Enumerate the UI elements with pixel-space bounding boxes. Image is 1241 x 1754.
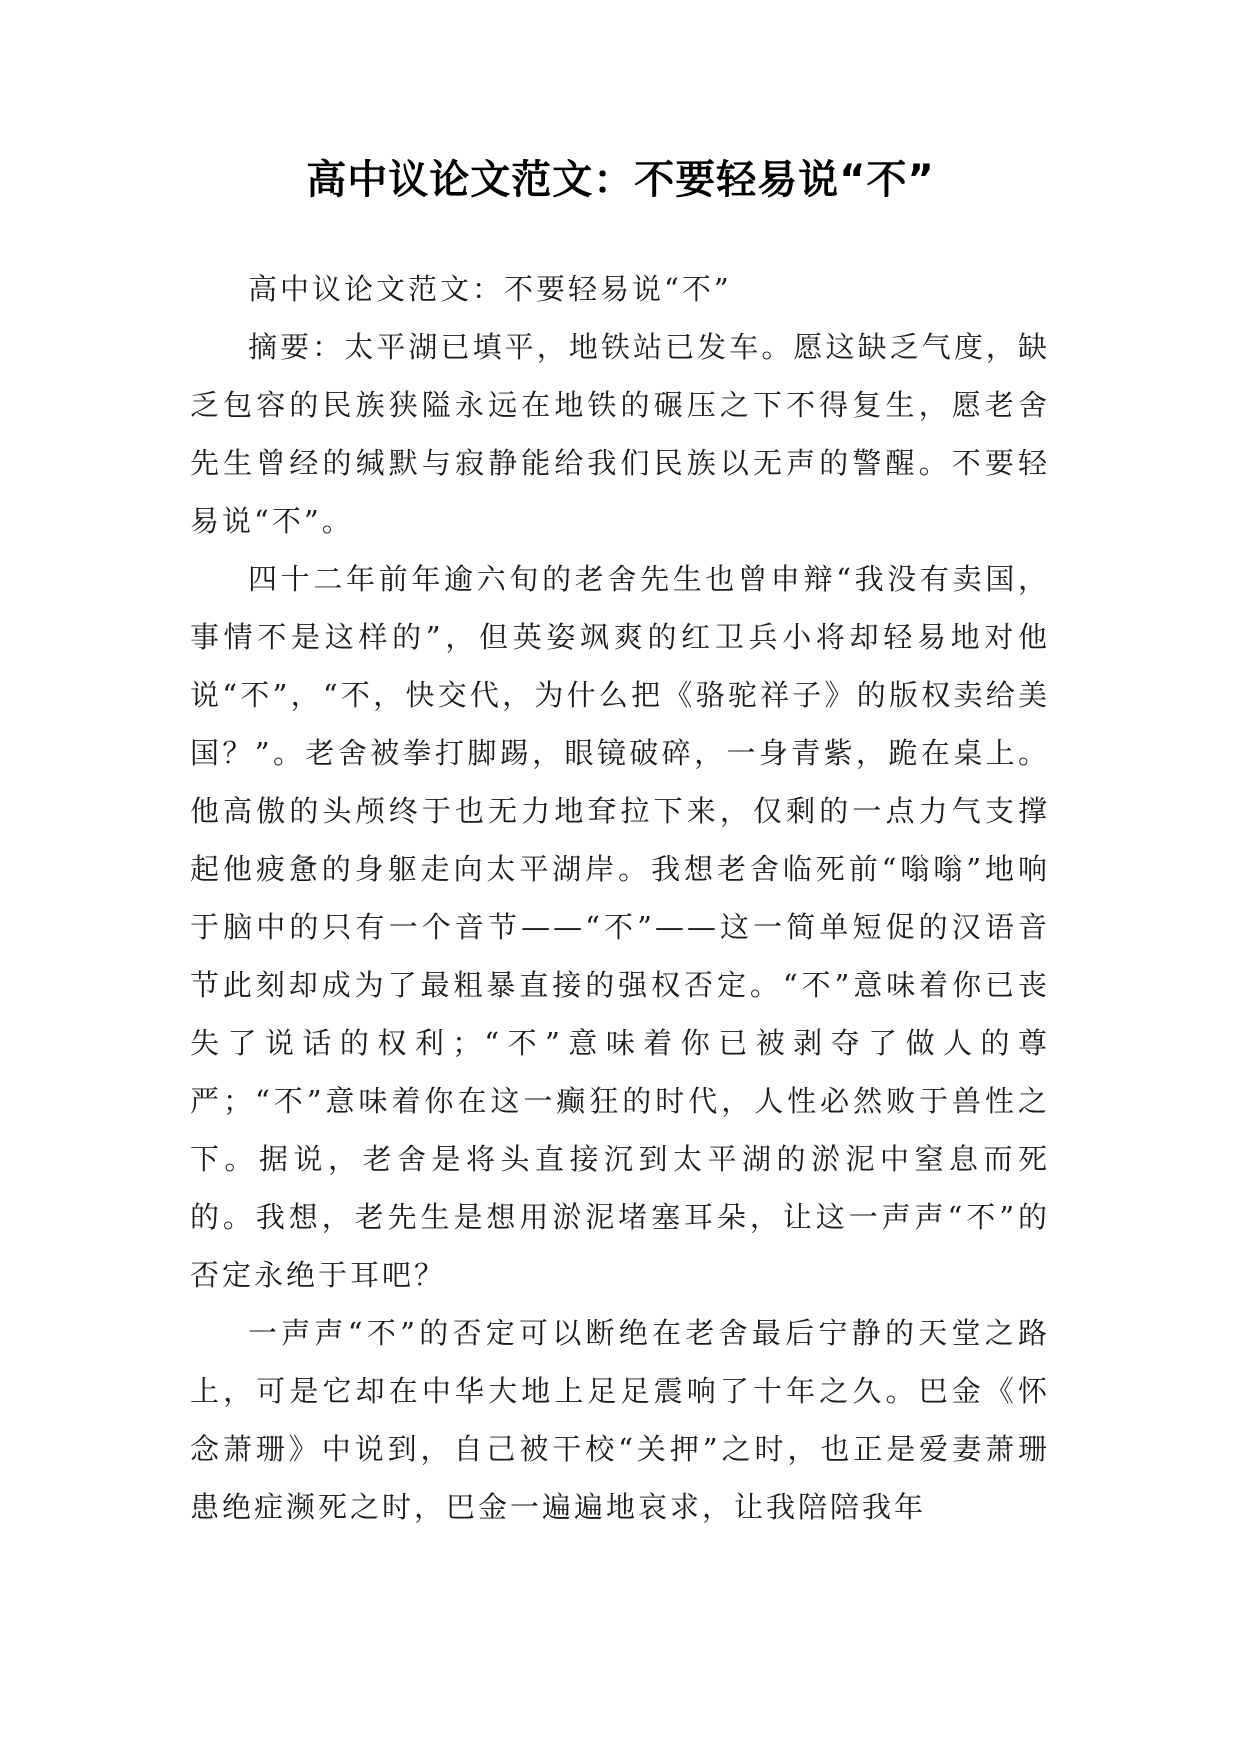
document-title: 高中议论文范文：不要轻易说“不” [306,157,935,203]
paragraph-laoshe: 四十二年前年逾六旬的老舍先生也曾申辩“我没有卖国，事情不是这样的”，但英姿飒爽的红卫兵小将却轻易地对他说“不”，“不，快交代，为什么把《骆驼祥子》的版权卖给美国？”。老舍被拳打脚踢，眼镜破碎，一身青紫，跪在桌上。他高傲的头颅终于也无力地耷拉下来，仅剩的一点力气支撑起他疲惫的身躯走向太平湖岸。我想老舍临死前“嗡嗡”地响于脑中的只有一个音节——“不”——这一简单短促的汉语音节此刻却成为了最粗暴直接的强权否定。“不”意味着你已丧失了说话的权利；“不”意味着你已被剥夺了做人的尊严；“不”意味着你在这一癫狂的时代，人性必然败于兽性之下。据说，老舍是将头直接沉到太平湖的淤泥中窒息而死的。我想，老先生是想用淤泥堵塞耳朵，让这一声声“不”的否定永绝于耳吧？ [190,562,1050,1292]
paragraph-abstract: 摘要：太平湖已填平，地铁站已发车。愿这缺乏气度，缺乏包容的民族狭隘永远在地铁的碾压之下不得复生，愿老舍先生曾经的缄默与寂静能给我们民族以无声的警醒。不要轻易说“不”。 [190,330,1050,538]
document-body [190,260,1050,1536]
paragraph-bajin: 一声声“不”的否定可以断绝在老舍最后宁静的天堂之路上，可是它却在中华大地上足足震响了十年之久。巴金《怀念萧珊》中说到，自己被干校“关押”之时，也正是爱妻萧珊患绝症濒死之时，巴金一遍遍地哀求，让我陪陪我年 [190,1316,1050,1524]
paragraph-subtitle: 高中议论文范文：不要轻易说“不” [248,272,732,306]
